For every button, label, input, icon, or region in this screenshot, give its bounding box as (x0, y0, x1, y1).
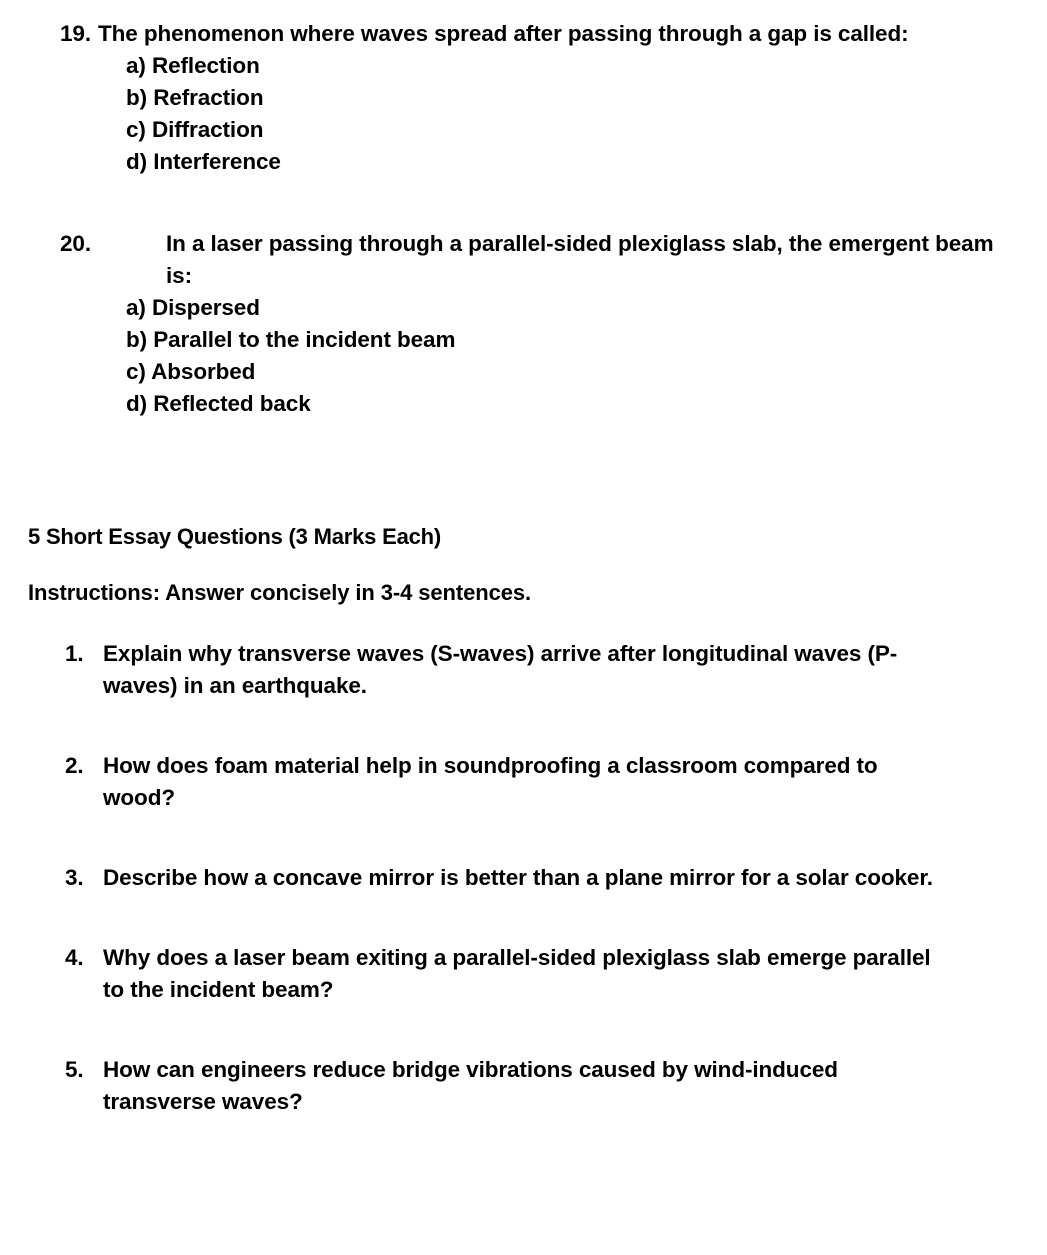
essay-item-text: How can engineers reduce bridge vibrations caused by wind-induced transverse waves? (103, 1057, 838, 1114)
essay-list-item (28, 942, 1019, 1006)
mcq-option-d[interactable]: d) Reflected back (126, 391, 311, 416)
essay-item-text: Explain why transverse waves (S-waves) arrive after longitudinal waves (P-waves) in an earthquake. (103, 641, 898, 698)
mcq-option-b[interactable]: b) Parallel to the incident beam (126, 327, 456, 352)
mcq-option-c[interactable]: c) Diffraction (126, 117, 264, 142)
essay-item-text: How does foam material help in soundproofing a classroom compared to wood? (103, 753, 878, 810)
essay-list-item (28, 750, 1019, 814)
mcq-stem-text: The phenomenon where waves spread after passing through a gap is called: (98, 21, 909, 46)
mcq-number: 20. (60, 231, 91, 256)
essay-section-heading: 5 Short Essay Questions (3 Marks Each) (28, 524, 441, 549)
essay-list-item (28, 638, 1019, 702)
mcq-option-a[interactable]: a) Reflection (126, 53, 260, 78)
essay-item-number: 5. (65, 1057, 84, 1082)
essay-item-text: Why does a laser beam exiting a parallel-sided plexiglass slab emerge parallel to the incident beam? (103, 945, 931, 1002)
essay-list-item (28, 1054, 1019, 1118)
mcq-option-a[interactable]: a) Dispersed (126, 295, 260, 320)
essay-instructions (28, 578, 1019, 608)
mcq-option-b[interactable]: b) Refraction (126, 85, 264, 110)
mcq-question-20 (28, 228, 1019, 420)
essay-list-item (28, 862, 1019, 894)
essay-item-number: 4. (65, 945, 84, 970)
essay-item-number: 1. (65, 641, 84, 666)
mcq-question-19 (28, 18, 1019, 178)
essay-item-number: 3. (65, 865, 84, 890)
mcq-number: 19. (60, 21, 91, 46)
mcq-stem-row (28, 228, 1019, 292)
mcq-stem-row (28, 18, 1019, 50)
essay-item-number: 2. (65, 753, 84, 778)
mcq-stem-text: In a laser passing through a parallel-sided plexiglass slab, the emergent beam is: (166, 231, 994, 288)
essay-item-text: Describe how a concave mirror is better than a plane mirror for a solar cooker. (103, 865, 933, 890)
mcq-option-d[interactable]: d) Interference (126, 149, 281, 174)
mcq-option-c[interactable]: c) Absorbed (126, 359, 256, 384)
section-spacer (28, 470, 1019, 522)
instructions-label: Instructions: (28, 580, 160, 605)
instructions-text: Answer concisely in 3-4 sentences. (159, 580, 532, 605)
essay-question-list (28, 638, 1019, 1118)
